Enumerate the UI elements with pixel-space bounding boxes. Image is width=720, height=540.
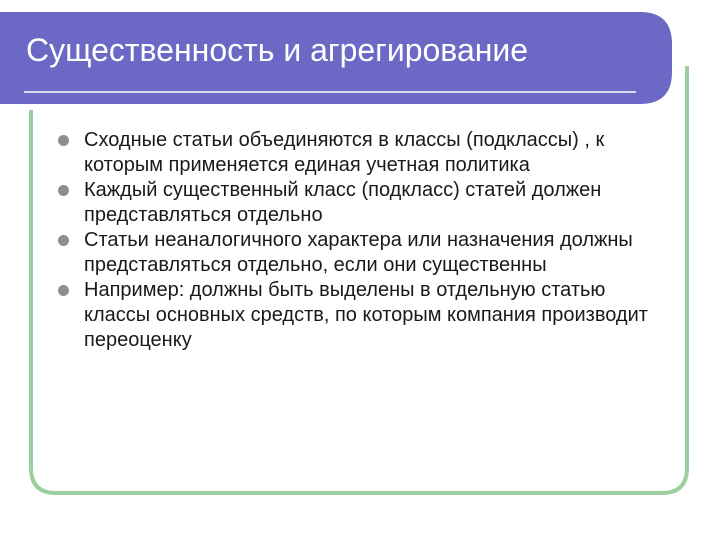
bullet-list <box>58 128 668 353</box>
circle-bullet-icon <box>58 285 69 296</box>
bullet-text: Сходные статьи объединяются в классы (подклассы) , к которым применяется единая учетная политика <box>84 129 605 176</box>
bullet-text: Например: должны быть выделены в отдельную статью классы основных средств, по которым компания производит переоценку <box>84 279 648 351</box>
bullet-text: Статьи неаналогичного характера или назначения должны представляться отдельно, если они существенны <box>84 229 633 276</box>
slide-title: Существенность и агрегирование <box>26 32 529 68</box>
circle-bullet-icon <box>58 135 69 146</box>
bullet-text: Каждый существенный класс (подкласс) статей должен представляться отдельно <box>84 179 602 226</box>
bullet-item <box>58 278 668 353</box>
bullet-item <box>58 228 668 278</box>
bullet-item <box>58 128 668 178</box>
circle-bullet-icon <box>58 185 69 196</box>
circle-bullet-icon <box>58 235 69 246</box>
bullet-item <box>58 178 668 228</box>
